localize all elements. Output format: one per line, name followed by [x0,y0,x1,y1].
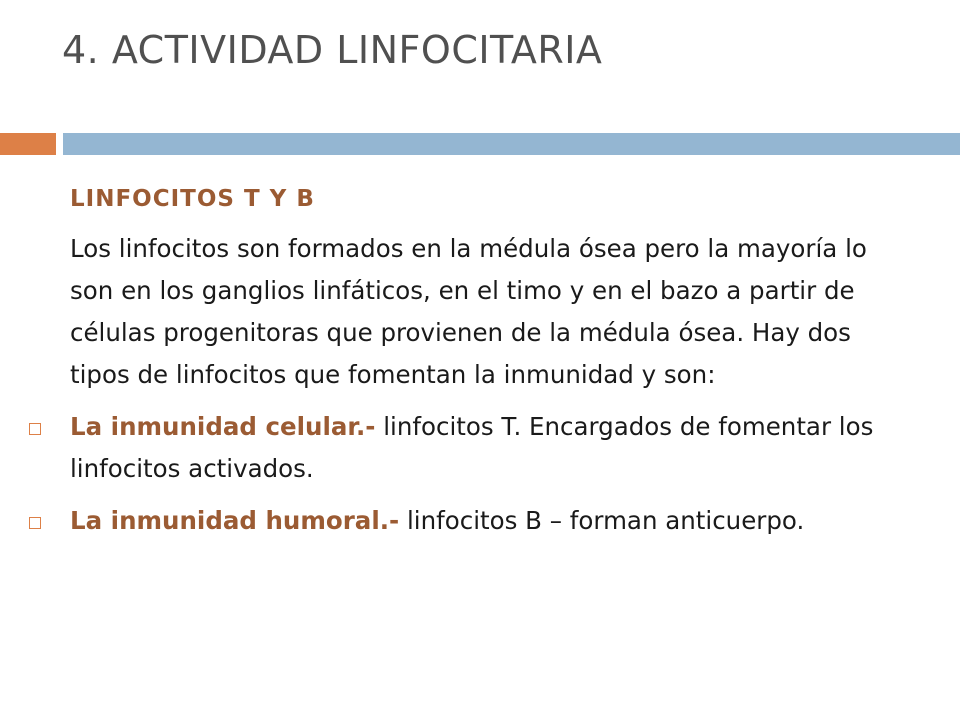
accent-bar-blue [63,133,960,155]
slide-subtitle: LINFOCITOS T Y B [70,186,315,212]
bullet-text: linfocitos T. Encargados de fomentar los linfocitos activados. [70,412,874,483]
slide-title: 4. ACTIVIDAD LINFOCITARIA [62,28,603,72]
hollow-square-bullet-icon [29,517,41,529]
bullet-term: La inmunidad humoral.- [70,506,400,535]
accent-bar-orange [0,133,56,155]
bullet-item-humoral [0,500,910,542]
hollow-square-bullet-icon [29,423,41,435]
bullet-term: La inmunidad celular.- [70,412,376,441]
body-paragraph: Los linfocitos son formados en la médula ósea pero la mayoría lo son en los ganglios linfáticos, en el timo y en el bazo a partir de células progenitoras que provienen de la médula ósea. Hay dos tipos de linfocitos que fomentan la inmunidad y son: [70,234,867,389]
bullet-text: linfocitos B – forman anticuerpo. [399,506,805,535]
slide-body [0,178,960,542]
bullet-item-celular [0,406,910,490]
